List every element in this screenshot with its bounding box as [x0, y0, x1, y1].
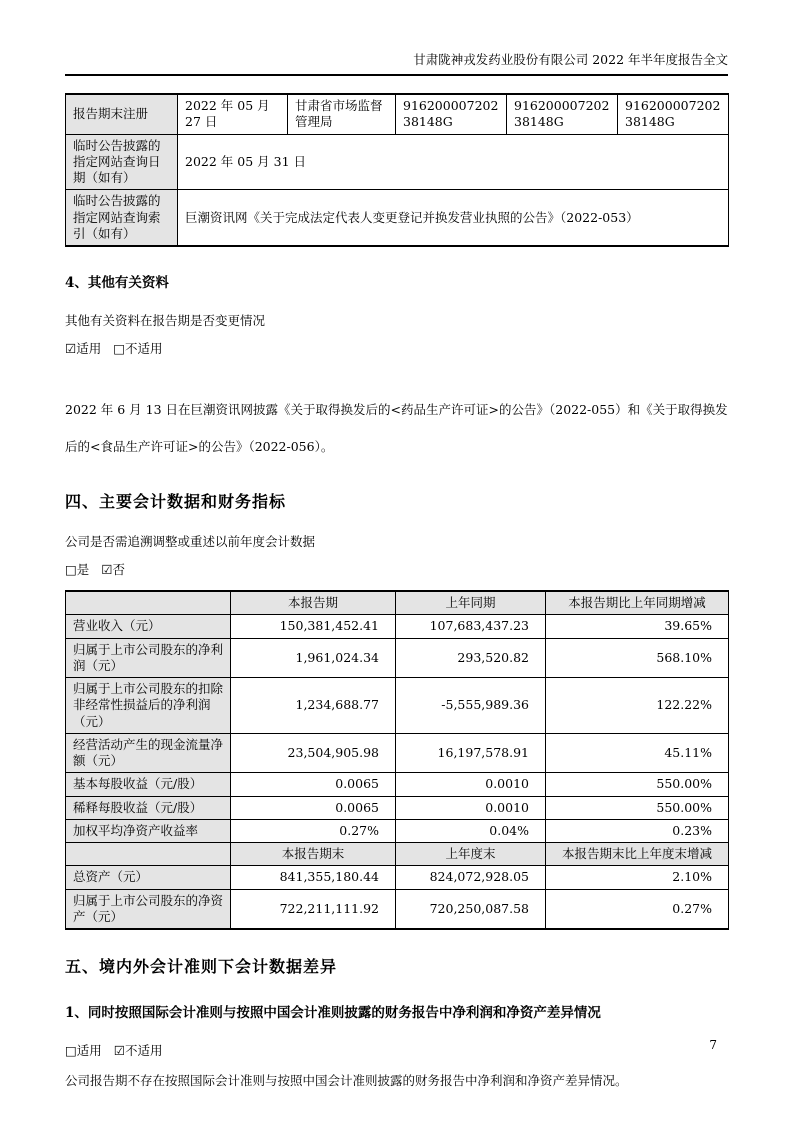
metric-prior-value: 107,683,437.23: [396, 615, 546, 638]
query-index-cell: 巨潮资讯网《关于完成法定代表人变更登记并换发营业执照的公告》（2022-053）: [178, 190, 729, 246]
metric-change-value: 550.00%: [546, 773, 729, 796]
table-row: [66, 819, 729, 842]
metric-prior-value: 293,520.82: [396, 638, 546, 678]
registration-authority-cell: 甘肃省市场监督管理局: [288, 94, 396, 134]
metric-label: 加权平均净资产收益率: [66, 819, 231, 842]
report-page: [65, 0, 728, 1089]
metric-current-value: 1,234,688.77: [231, 678, 396, 734]
table-row: [66, 733, 729, 773]
metric-change-value: 550.00%: [546, 796, 729, 819]
metric-current-value: 0.27%: [231, 819, 396, 842]
credit-code-cell: 91620000720238148G: [507, 94, 618, 134]
metric-current-value: 23,504,905.98: [231, 733, 396, 773]
disclosure-paragraph: 2022 年 6 月 13 日在巨潮资讯网披露《关于取得换发后的<药品生产许可证>的公告》（2022-055）和《关于取得换发后的<食品生产许可证>的公告》（2022-056）。: [65, 402, 728, 454]
table-row: [66, 678, 729, 734]
page-header: [65, 0, 728, 76]
metric-change-value: 45.11%: [546, 733, 729, 773]
metric-change-value: 0.23%: [546, 819, 729, 842]
metric-change-value: 39.65%: [546, 615, 729, 638]
ifrs-note: 公司报告期不存在按照国际会计准则与按照中国会计准则披露的财务报告中净利润和净资产差异情况。: [65, 1073, 628, 1088]
current-endpoint-header: 本报告期末: [231, 843, 396, 866]
checkbox-not-applicable-checked: ☑不适用: [113, 1043, 163, 1058]
metric-label: 归属于上市公司股东的净资产（元）: [66, 889, 231, 929]
table-row: [66, 190, 729, 246]
metric-label: 经营活动产生的现金流量净额（元）: [66, 733, 231, 773]
endpoint-header-row: [66, 843, 729, 866]
period-change-header: 本报告期比上年同期增减: [546, 591, 729, 615]
registration-date-cell: 2022 年 05 月 27 日: [178, 94, 288, 134]
metric-change-value: 122.22%: [546, 678, 729, 734]
checkbox-yes-unchecked: □是: [65, 562, 90, 577]
checkbox-applicable-checked: ☑适用: [65, 341, 102, 356]
metric-prior-value: 0.0010: [396, 773, 546, 796]
metric-change-value: 2.10%: [546, 866, 729, 889]
empty-header-cell: [66, 843, 231, 866]
metric-current-value: 841,355,180.44: [231, 866, 396, 889]
info-row-label: 报告期末注册: [66, 94, 178, 134]
checkbox-applicable-unchecked: □适用: [65, 1043, 102, 1058]
table-row: [66, 615, 729, 638]
metric-change-value: 568.10%: [546, 638, 729, 678]
checkbox-not-applicable-unchecked: □不适用: [113, 341, 163, 356]
metric-prior-value: -5,555,989.36: [396, 678, 546, 734]
table-row: [66, 796, 729, 819]
metric-current-value: 1,961,024.34: [231, 638, 396, 678]
metric-current-value: 722,211,111.92: [231, 889, 396, 929]
ifrs-checkline: [65, 1041, 728, 1059]
metric-prior-value: 0.04%: [396, 819, 546, 842]
info-row-label: 临时公告披露的指定网站查询日期（如有）: [66, 134, 178, 190]
endpoint-change-header: 本报告期末比上年度末增减: [546, 843, 729, 866]
metric-current-value: 150,381,452.41: [231, 615, 396, 638]
metric-current-value: 0.0065: [231, 796, 396, 819]
info-row-label: 临时公告披露的指定网站查询索引（如有）: [66, 190, 178, 246]
subsection-1-heading: 1、同时按照国际会计准则与按照中国会计准则披露的财务报告中净利润和净资产差异情况: [65, 1005, 601, 1021]
metric-change-value: 0.27%: [546, 889, 729, 929]
prior-period-header: 上年同期: [396, 591, 546, 615]
prior-endpoint-header: 上年度末: [396, 843, 546, 866]
restate-question: 公司是否需追溯调整或重述以前年度会计数据: [65, 534, 316, 549]
table-row: [66, 94, 729, 134]
report-title: 甘肃陇神戎发药业股份有限公司 2022 年半年度报告全文: [413, 52, 728, 67]
table-row: [66, 638, 729, 678]
table-row: [66, 889, 729, 929]
metric-current-value: 0.0065: [231, 773, 396, 796]
metric-label: 归属于上市公司股东的净利润（元）: [66, 638, 231, 678]
metric-label: 稀释每股收益（元/股）: [66, 796, 231, 819]
metric-label: 基本每股收益（元/股）: [66, 773, 231, 796]
section-4-heading: 4、其他有关资料: [65, 275, 169, 291]
table-row: [66, 134, 729, 190]
checkbox-no-checked: ☑否: [101, 562, 126, 577]
metric-prior-value: 0.0010: [396, 796, 546, 819]
financial-indicators-table: [65, 590, 729, 930]
metric-prior-value: 16,197,578.91: [396, 733, 546, 773]
table-row: [66, 866, 729, 889]
metric-label: 营业收入（元）: [66, 615, 231, 638]
section-v-heading: 五、境内外会计准则下会计数据差异: [65, 957, 338, 976]
other-info-question: 其他有关资料在报告期是否变更情况: [65, 313, 266, 328]
registration-info-table: [65, 93, 729, 247]
period-header-row: [66, 591, 729, 615]
page-number: 7: [709, 1038, 717, 1052]
credit-code-cell: 91620000720238148G: [618, 94, 729, 134]
other-info-checkline: [65, 339, 728, 357]
table-row: [66, 773, 729, 796]
metric-label: 总资产（元）: [66, 866, 231, 889]
metric-prior-value: 720,250,087.58: [396, 889, 546, 929]
metric-label: 归属于上市公司股东的扣除非经常性损益后的净利润（元）: [66, 678, 231, 734]
empty-header-cell: [66, 591, 231, 615]
query-date-cell: 2022 年 05 月 31 日: [178, 134, 729, 190]
restate-checkline: [65, 560, 728, 578]
current-period-header: 本报告期: [231, 591, 396, 615]
section-iv-heading: 四、主要会计数据和财务指标: [65, 492, 287, 511]
credit-code-cell: 91620000720238148G: [396, 94, 507, 134]
metric-prior-value: 824,072,928.05: [396, 866, 546, 889]
